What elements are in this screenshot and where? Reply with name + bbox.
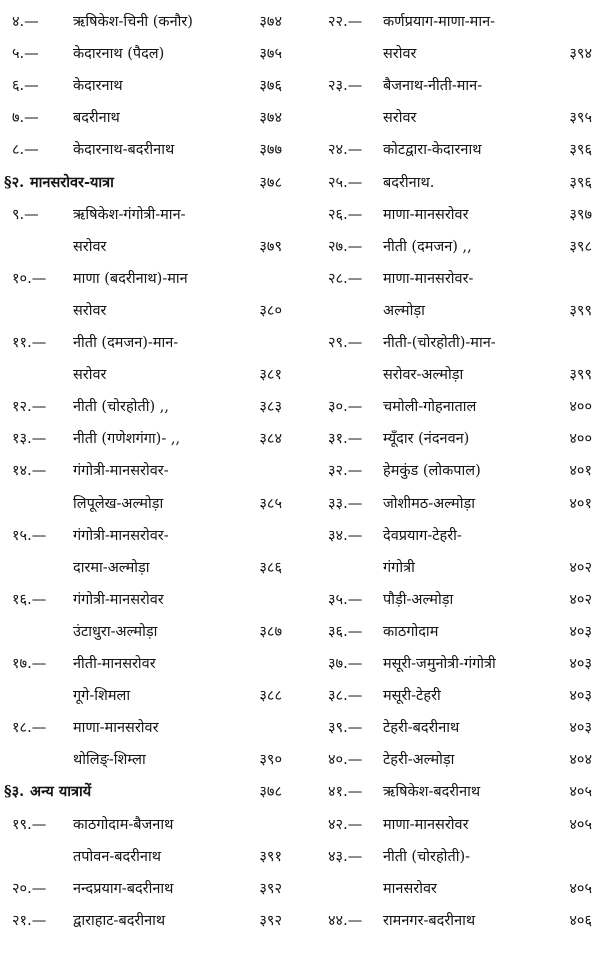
entry-number: ८.—: [12, 142, 39, 159]
toc-entry: [0, 712, 300, 744]
entry-number: ३१.—: [328, 431, 363, 448]
entry-title: केदारनाथ: [73, 78, 123, 95]
toc-entry: [300, 102, 600, 134]
entry-title: कोटद्वारा-केदारनाथ: [383, 142, 482, 159]
toc-entry: [0, 199, 300, 231]
toc-entry: [0, 841, 300, 873]
toc-entry: [300, 263, 600, 295]
right-column: [300, 0, 600, 967]
page-number: ४००: [569, 431, 592, 448]
entry-title: माणा-मानसरोवर: [73, 720, 159, 737]
toc-entry: [300, 648, 600, 680]
page-number: ३८१: [259, 367, 282, 384]
toc-entry: [0, 38, 300, 70]
page-number: ३९९: [569, 302, 592, 319]
page-number: ४०३: [569, 720, 592, 737]
entry-title: तपोवन-बदरीनाथ: [73, 848, 161, 865]
toc-entry: [300, 70, 600, 102]
page-number: ४०२: [569, 559, 592, 576]
entry-number: १३.—: [12, 431, 47, 448]
entry-title: गंगोत्री-मानसरोवर: [73, 591, 164, 608]
entry-title: देवप्रयाग-टेहरी-: [383, 527, 462, 544]
page-number: ४००: [569, 399, 592, 416]
page-number: ३९१: [259, 848, 282, 865]
page-number: ३९७: [569, 206, 592, 223]
toc-entry: [300, 873, 600, 905]
toc-entry: [0, 263, 300, 295]
entry-title: पौड़ी-अल्मोड़ा: [383, 591, 454, 608]
entry-title: सरोवर-अल्मोड़ा: [383, 367, 464, 384]
entry-title: नीती-मानसरोवर: [73, 656, 156, 672]
entry-number: ३०.—: [328, 399, 363, 416]
page-number: ४०१: [569, 463, 592, 480]
entry-title: बदरीनाथ: [73, 110, 120, 127]
toc-entry: [0, 488, 300, 520]
page-number: ३८६: [259, 559, 282, 576]
entry-number: १९.—: [12, 816, 47, 833]
page-number: ३९२: [259, 880, 282, 897]
entry-title: दारमा-अल्मोड़ा: [73, 559, 150, 576]
entry-title: सरोवर: [73, 367, 107, 384]
entry-title: हेमकुंड (लोकपाल): [383, 463, 481, 480]
entry-number: ४१.—: [328, 784, 363, 801]
entry-number: २९.—: [328, 335, 363, 351]
toc-entry: [300, 776, 600, 808]
toc-entry: [0, 423, 300, 455]
page-number: ३९८: [569, 238, 592, 255]
entry-number: २०.—: [12, 880, 47, 897]
entry-number: ३७.—: [328, 656, 363, 672]
entry-number: ३२.—: [328, 463, 363, 480]
page-number: ३९६: [569, 142, 592, 159]
toc-entry: [0, 134, 300, 166]
toc-entry: [300, 905, 600, 937]
toc-entry: [0, 391, 300, 423]
toc-entry: [0, 680, 300, 712]
page-number: ४०६: [569, 912, 592, 929]
toc-entry: [300, 488, 600, 520]
toc-entry: [300, 391, 600, 423]
entry-title: नीती (दमजन)-मान-: [73, 335, 179, 351]
entry-title: गंगोत्री-मानसरोवर-: [73, 463, 169, 480]
entry-number: २५.—: [328, 174, 363, 191]
entry-number: ४२.—: [328, 816, 363, 833]
entry-title: मसूरी-जमुनोत्री-गंगोत्री: [383, 656, 496, 672]
page-number: ३९९: [569, 367, 592, 384]
toc-entry: [0, 70, 300, 102]
entry-title: केदारनाथ-बदरीनाथ: [73, 142, 175, 159]
page-number: ३८४: [259, 431, 282, 448]
entry-number: ३४.—: [328, 527, 363, 544]
page-number: ३७४: [259, 110, 282, 127]
entry-number: १६.—: [12, 591, 47, 608]
entry-title: जोशीमठ-अल्मोड़ा: [383, 495, 475, 512]
entry-title: गंगोत्री: [383, 559, 415, 576]
entry-number: ९.—: [12, 206, 39, 223]
entry-number: ४४.—: [328, 912, 363, 929]
section-heading: [0, 776, 300, 808]
entry-number: १४.—: [12, 463, 47, 480]
entry-title: मसूरी-टेहरी: [383, 688, 441, 705]
entry-number: ५.—: [12, 46, 39, 63]
entry-number: १५.—: [12, 527, 47, 544]
toc-entry: [300, 295, 600, 327]
entry-number: १७.—: [12, 656, 47, 672]
page-number: ३८५: [259, 495, 282, 512]
section-heading: [0, 167, 300, 199]
entry-number: ११.—: [12, 335, 47, 351]
toc-entry: [0, 327, 300, 359]
page-number: ४०५: [569, 816, 592, 833]
page-number: ४०५: [569, 784, 592, 801]
page-number: ४०३: [569, 688, 592, 705]
toc-entry: [300, 616, 600, 648]
toc-entry: [0, 359, 300, 391]
toc-entry: [0, 616, 300, 648]
entry-number: ३९.—: [328, 720, 363, 737]
entry-title: नीती-(चोरहोती)-मान-: [383, 335, 496, 351]
page-number: ३७८: [259, 784, 282, 801]
page-number: ३७८: [259, 174, 282, 191]
entry-title: म्यूँदार (नंदनवन): [383, 431, 470, 448]
entry-title: नन्दप्रयाग-बदरीनाथ: [73, 880, 174, 897]
entry-title: ऋषिकेश-बदरीनाथ: [383, 784, 481, 801]
entry-number: ३८.—: [328, 688, 363, 705]
toc-entry: [300, 6, 600, 38]
page-number: ३९६: [569, 174, 592, 191]
entry-title: रामनगर-बदरीनाथ: [383, 912, 476, 929]
entry-title: लिपूलेख-अल्मोड़ा: [73, 495, 164, 512]
entry-number: २२.—: [328, 14, 363, 30]
toc-entry: [300, 167, 600, 199]
entry-number: २४.—: [328, 142, 363, 159]
entry-number: ६.—: [12, 78, 39, 95]
entry-title: केदारनाथ (पैदल): [73, 46, 165, 63]
page-number: ४०१: [569, 495, 592, 512]
page-number: ३८८: [259, 688, 282, 705]
page-number: ३९४: [569, 46, 592, 63]
entry-title: टेहरी-बदरीनाथ: [383, 720, 460, 737]
entry-title: सरोवर: [73, 238, 107, 255]
entry-number: ४०.—: [328, 752, 363, 769]
page-number: ३९५: [569, 110, 592, 127]
entry-title: मानसरोवर-यात्रा: [30, 173, 114, 191]
entry-title: ऋषिकेश-गंगोत्री-मान-: [73, 206, 186, 223]
entry-title: बदरीनाथ.: [383, 174, 435, 191]
toc-entry: [0, 873, 300, 905]
entry-number: ७.—: [12, 110, 39, 127]
toc-entry: [300, 455, 600, 487]
entry-number: ३५.—: [328, 591, 363, 608]
entry-title: सरोवर: [73, 302, 107, 319]
toc-entry: [300, 712, 600, 744]
entry-number: ४३.—: [328, 848, 363, 865]
entry-title: ऋषिकेश-चिनी (कनौर): [73, 14, 193, 30]
toc-entry: [300, 423, 600, 455]
entry-title: माणा-मानसरोवर: [383, 816, 469, 833]
page-number: ३९०: [259, 752, 282, 769]
page-number: ३८७: [259, 623, 282, 640]
entry-title: नीती (चोरहोती)-: [383, 848, 471, 865]
toc-entry: [300, 841, 600, 873]
entry-title: सरोवर: [383, 110, 417, 127]
toc-entry: [0, 744, 300, 776]
entry-title: काठगोदाम-बैजनाथ: [73, 816, 174, 833]
entry-title: टेहरी-अल्मोड़ा: [383, 752, 455, 769]
entry-number: २३.—: [328, 78, 363, 95]
page-number: ३७५: [259, 46, 282, 63]
entry-title: माणा-मानसरोवर: [383, 206, 469, 223]
toc-entry: [0, 809, 300, 841]
entry-title: नीती (चोरहोती) ,,: [73, 399, 169, 416]
toc-entry: [300, 134, 600, 166]
entry-number: ३३.—: [328, 495, 363, 512]
page-number: ३८३: [259, 399, 282, 416]
entry-title: द्वाराहाट-बदरीनाथ: [73, 912, 166, 929]
toc-entry: [0, 552, 300, 584]
entry-number: २६.—: [328, 206, 363, 223]
entry-title: उंटाधुरा-अल्मोड़ा: [73, 623, 158, 640]
toc-entry: [300, 38, 600, 70]
entry-title: गूगे-शिमला: [73, 688, 131, 705]
toc-entry: [300, 359, 600, 391]
page-number: ४०४: [569, 752, 592, 769]
toc-entry: [0, 648, 300, 680]
page-number: ३८०: [259, 302, 282, 319]
entry-title: चमोली-गोहनाताल: [383, 399, 477, 416]
page-number: ४०३: [569, 623, 592, 640]
entry-title: माणा-मानसरोवर-: [383, 270, 474, 287]
page-number: ३७४: [259, 14, 282, 30]
page-number: ३७७: [259, 142, 282, 159]
entry-number: ४.—: [12, 14, 39, 30]
toc-entry: [300, 744, 600, 776]
toc-entry: [0, 295, 300, 327]
toc-entry: [300, 231, 600, 263]
entry-title: मानसरोवर: [383, 880, 437, 897]
page-number: ४०५: [569, 880, 592, 897]
entry-title: नीती (गणेशगंगा)- ,,: [73, 431, 181, 448]
toc-entry: [300, 552, 600, 584]
entry-title: नीती (दमजन) ,,: [383, 238, 472, 255]
toc-entry: [0, 455, 300, 487]
entry-number: २८.—: [328, 270, 363, 287]
toc-entry: [300, 680, 600, 712]
entry-number: २७.—: [328, 238, 363, 255]
entry-number: २१.—: [12, 912, 47, 929]
entry-title: कर्णप्रयाग-माणा-मान-: [383, 14, 496, 30]
toc-entry: [300, 520, 600, 552]
entry-number: §३.: [4, 783, 25, 801]
entry-number: १०.—: [12, 270, 47, 287]
toc-entry: [300, 584, 600, 616]
toc-entry: [300, 327, 600, 359]
entry-number: १२.—: [12, 399, 47, 416]
page-number: ४०२: [569, 591, 592, 608]
toc-entry: [0, 231, 300, 263]
entry-title: काठगोदाम: [383, 623, 439, 640]
entry-title: थोलिङ्-शिम्ला: [73, 752, 146, 769]
page-number: ३७६: [259, 78, 282, 95]
toc-entry: [0, 905, 300, 937]
page-number: ४०३: [569, 656, 592, 672]
page-number: ३९२: [259, 912, 282, 929]
page-number: ३७९: [259, 238, 282, 255]
entry-title: सरोवर: [383, 46, 417, 63]
toc-entry: [0, 6, 300, 38]
toc-entry: [300, 809, 600, 841]
toc-entry: [0, 584, 300, 616]
entry-number: §२.: [4, 173, 25, 191]
entry-title: अल्मोड़ा: [383, 302, 425, 319]
toc-entry: [0, 520, 300, 552]
entry-title: बैजनाथ-नीती-मान-: [383, 78, 483, 95]
entry-title: माणा (बदरीनाथ)-मान: [73, 270, 188, 287]
toc-entry: [300, 199, 600, 231]
entry-number: ३६.—: [328, 623, 363, 640]
entry-number: १८.—: [12, 720, 47, 737]
entry-title: अन्य यात्रायें: [30, 783, 92, 801]
entry-title: गंगोत्री-मानसरोवर-: [73, 527, 169, 544]
toc-entry: [0, 102, 300, 134]
